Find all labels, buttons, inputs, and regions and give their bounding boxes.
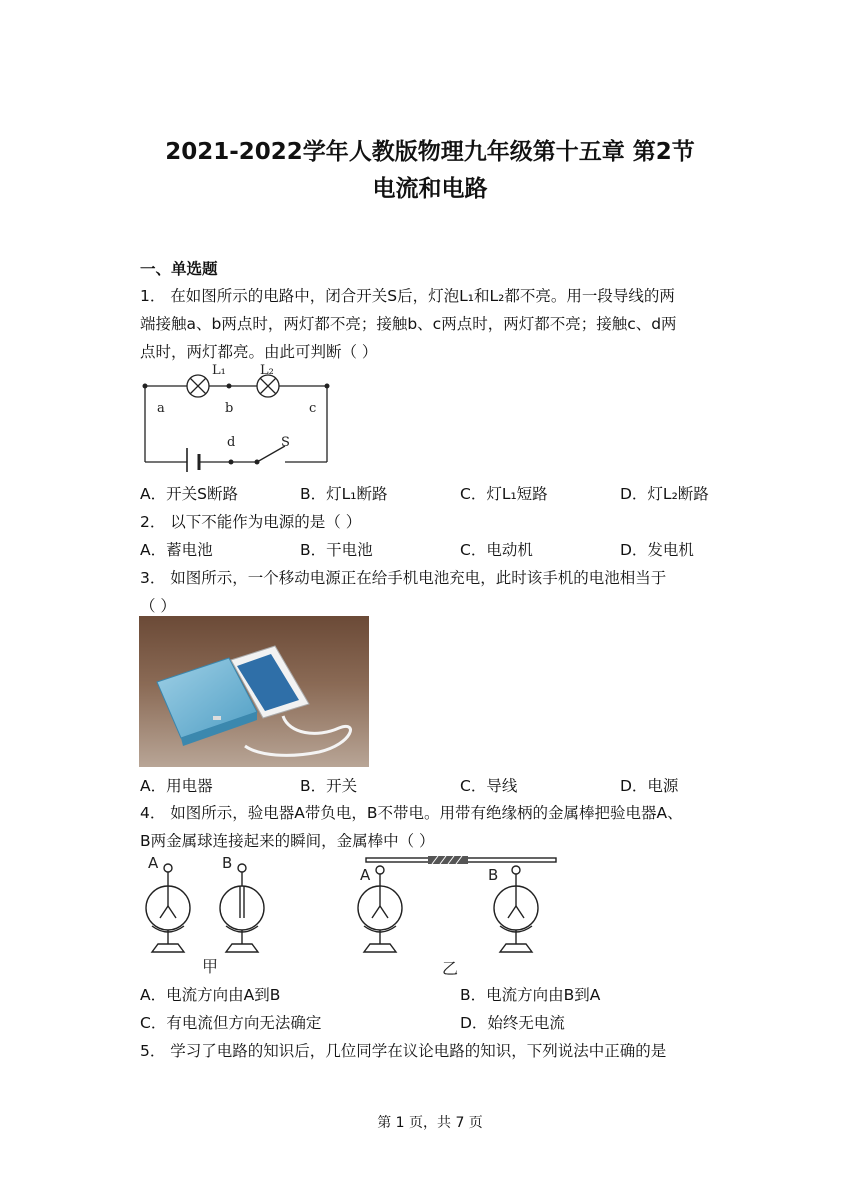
q1-text-line1: 1． 在如图所示的电路中，闭合开关S后，灯泡L₁和L₂都不亮。用一段导线的两 bbox=[140, 287, 675, 305]
label-b: b bbox=[225, 401, 234, 416]
q1-circuit-diagram bbox=[135, 360, 345, 472]
q2-text: 2． 以下不能作为电源的是（ ） bbox=[140, 513, 362, 531]
label-l2: L₂ bbox=[260, 363, 274, 378]
label-jia-b: B bbox=[222, 854, 233, 872]
q1-text-line2: 端接触a、b两点时，两灯都不亮；接触b、c两点时，两灯都不亮；接触c、d两 bbox=[140, 315, 677, 333]
q2-option-c[interactable]: C．电动机 bbox=[460, 541, 533, 559]
q4-option-d[interactable]: D．始终无电流 bbox=[460, 1014, 565, 1032]
doc-title-line2: 电流和电路 bbox=[372, 176, 488, 202]
q1-option-a[interactable]: A．开关S断路 bbox=[140, 485, 238, 503]
q1-option-d[interactable]: D．灯L₂断路 bbox=[620, 485, 709, 503]
q2-option-d[interactable]: D．发电机 bbox=[620, 541, 694, 559]
q3-powerbank-phone-photo bbox=[139, 616, 369, 767]
q4-option-b[interactable]: B．电流方向由B到A bbox=[460, 986, 601, 1004]
q5-text: 5． 学习了电路的知识后，几位同学在议论电路的知识，下列说法中正确的是 bbox=[140, 1042, 667, 1060]
label-c: c bbox=[309, 401, 317, 416]
q3-text-line2: （ ） bbox=[140, 597, 176, 615]
label-d: d bbox=[227, 435, 236, 450]
label-jia-a: A bbox=[148, 854, 159, 872]
q3-option-a[interactable]: A．用电器 bbox=[140, 777, 213, 795]
label-yi-a: A bbox=[360, 866, 371, 884]
q4-option-a[interactable]: A．电流方向由A到B bbox=[140, 986, 281, 1004]
q3-option-c[interactable]: C．导线 bbox=[460, 777, 518, 795]
q4-text-line2: B两金属球连接起来的瞬间，金属棒中（ ） bbox=[140, 832, 435, 850]
label-a: a bbox=[157, 401, 165, 416]
label-jia: 甲 bbox=[202, 957, 219, 976]
label-s: S bbox=[281, 435, 290, 450]
label-yi: 乙 bbox=[442, 959, 459, 978]
q4-electroscope-diagram bbox=[138, 852, 578, 978]
page-footer: 第 1 页，共 7 页 bbox=[377, 1115, 483, 1131]
q1-text-line3: 点时，两灯都亮。由此可判断（ ） bbox=[140, 343, 378, 361]
label-yi-b: B bbox=[488, 866, 499, 884]
label-l1: L₁ bbox=[212, 363, 226, 378]
q2-option-a[interactable]: A．蓄电池 bbox=[140, 541, 213, 559]
q3-option-d[interactable]: D．电源 bbox=[620, 777, 679, 795]
q1-option-c[interactable]: C．灯L₁短路 bbox=[460, 485, 548, 503]
q4-option-c[interactable]: C．有电流但方向无法确定 bbox=[140, 1014, 322, 1032]
q3-text-line1: 3． 如图所示，一个移动电源正在给手机电池充电，此时该手机的电池相当于 bbox=[140, 569, 667, 587]
q4-text-line1: 4． 如图所示，验电器A带负电，B不带电。用带有绝缘柄的金属棒把验电器A、 bbox=[140, 804, 683, 822]
q1-option-b[interactable]: B．灯L₁断路 bbox=[300, 485, 388, 503]
q3-option-b[interactable]: B．开关 bbox=[300, 777, 358, 795]
doc-title-line1: 2021-2022学年人教版物理九年级第十五章 第2节 bbox=[165, 139, 695, 165]
q2-option-b[interactable]: B．干电池 bbox=[300, 541, 373, 559]
section-heading: 一、单选题 bbox=[140, 260, 218, 278]
